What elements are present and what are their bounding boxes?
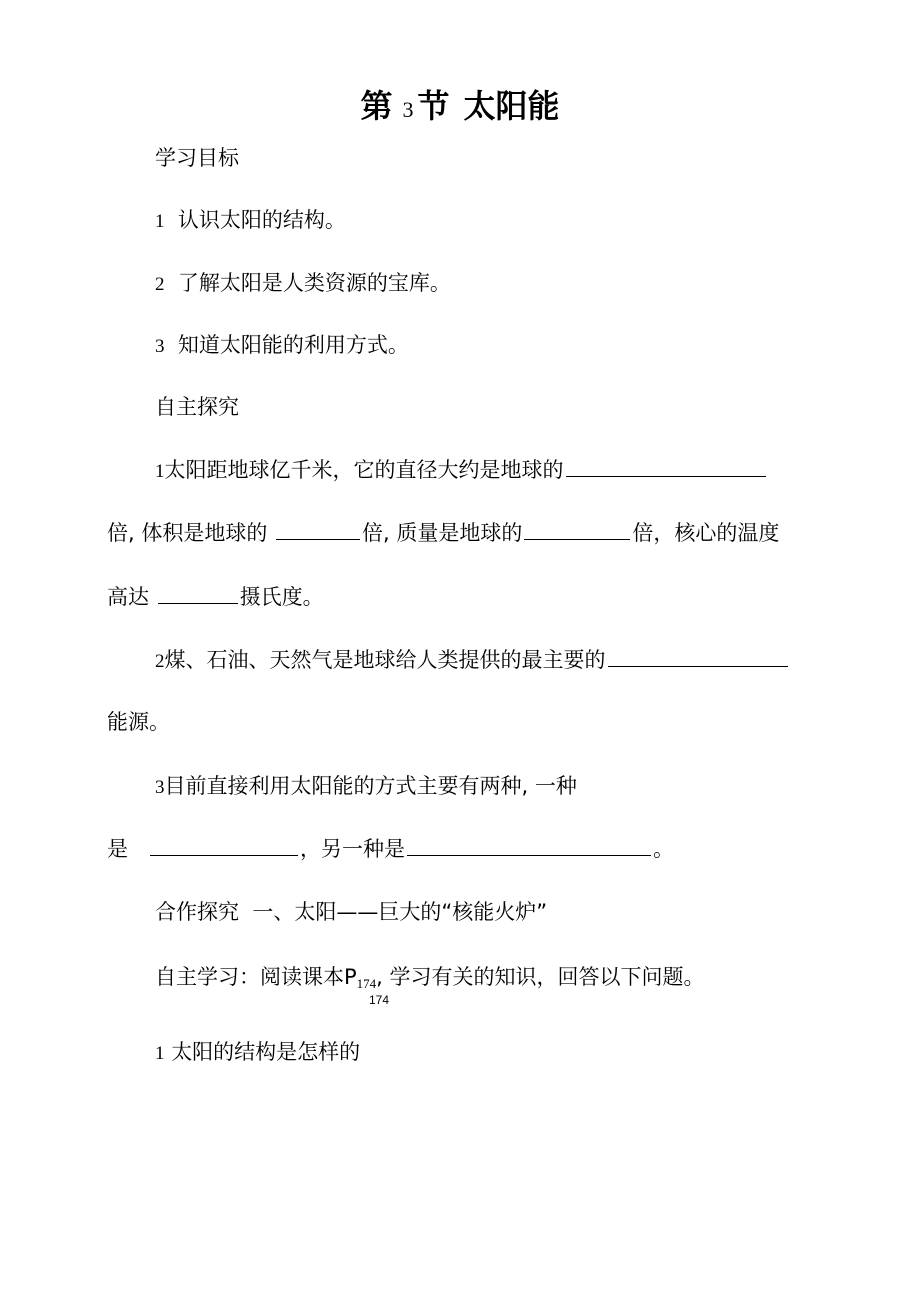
question-text: 倍，核心的温度 xyxy=(632,521,780,545)
answer-blank[interactable] xyxy=(566,458,766,477)
question-2-line-2: 能源。 xyxy=(107,710,170,734)
page-title xyxy=(0,84,920,132)
reading-text: 自主学习：阅读课本P xyxy=(155,965,357,989)
objective-item xyxy=(155,330,409,362)
objective-text: 认识太阳的结构。 xyxy=(177,208,346,232)
question-text: 。 xyxy=(653,837,675,861)
question-1-line-2 xyxy=(107,518,779,548)
objective-text: 了解太阳是人类资源的宝库。 xyxy=(177,271,451,295)
objective-number: 3 xyxy=(155,336,165,357)
question-number: 2 xyxy=(155,651,165,672)
question-text: 倍, 体积是地球的 xyxy=(107,521,268,545)
question-text: 摄氏度。 xyxy=(239,585,324,609)
answer-blank[interactable] xyxy=(276,521,360,540)
objective-number: 1 xyxy=(155,211,165,232)
answer-blank[interactable] xyxy=(407,837,651,856)
question-1-line-1 xyxy=(155,455,768,487)
question-text: 高达 xyxy=(107,585,149,609)
question-text: ，另一种是 xyxy=(300,837,406,861)
title-suffix: 节 xyxy=(417,87,450,125)
question-text: 太阳距地球亿千米，它的直径大约是地球的 xyxy=(164,458,564,482)
cooperative-heading xyxy=(155,897,547,927)
answer-blank[interactable] xyxy=(150,837,298,856)
question-3-line-1 xyxy=(155,771,577,803)
question-number: 3 xyxy=(155,777,165,798)
question-text: 煤、石油、天然气是地球给人类提供的最主要的 xyxy=(164,648,606,672)
question-text: 目前直接利用太阳能的方式主要有两种, 一种 xyxy=(164,774,577,798)
reading-page-ref: 174 xyxy=(356,976,377,991)
answer-blank[interactable] xyxy=(608,648,788,667)
title-prefix: 第 xyxy=(360,87,393,125)
section-title: 一、太阳——巨大的“核能火炉” xyxy=(252,900,548,924)
cooperative-label: 合作探究 xyxy=(155,900,239,924)
objective-item xyxy=(155,268,451,300)
title-number: 3 xyxy=(402,97,414,122)
title-name: 太阳能 xyxy=(463,87,560,125)
question-1-line-3 xyxy=(107,582,324,612)
question-number: 1 xyxy=(155,461,165,482)
question-number: 1 xyxy=(155,1043,165,1064)
question-text: 是 xyxy=(107,837,128,861)
question-text: 太阳的结构是怎样的 xyxy=(171,1040,361,1064)
answer-blank[interactable] xyxy=(524,521,630,540)
page-number: 174 xyxy=(369,993,390,1007)
question-structure xyxy=(155,1037,360,1069)
objective-text: 知道太阳能的利用方式。 xyxy=(177,333,409,357)
question-text: 倍, 质量是地球的 xyxy=(362,521,523,545)
question-2-line-1 xyxy=(155,645,790,677)
objective-number: 2 xyxy=(155,274,165,295)
reading-instruction xyxy=(155,962,705,999)
objective-item xyxy=(155,205,346,237)
question-3-line-2 xyxy=(107,834,674,864)
reading-text: , 学习有关的知识，回答以下问题。 xyxy=(376,965,705,989)
self-study-heading: 自主探究 xyxy=(155,395,239,419)
answer-blank[interactable] xyxy=(158,585,238,604)
objectives-heading: 学习目标 xyxy=(155,146,239,170)
